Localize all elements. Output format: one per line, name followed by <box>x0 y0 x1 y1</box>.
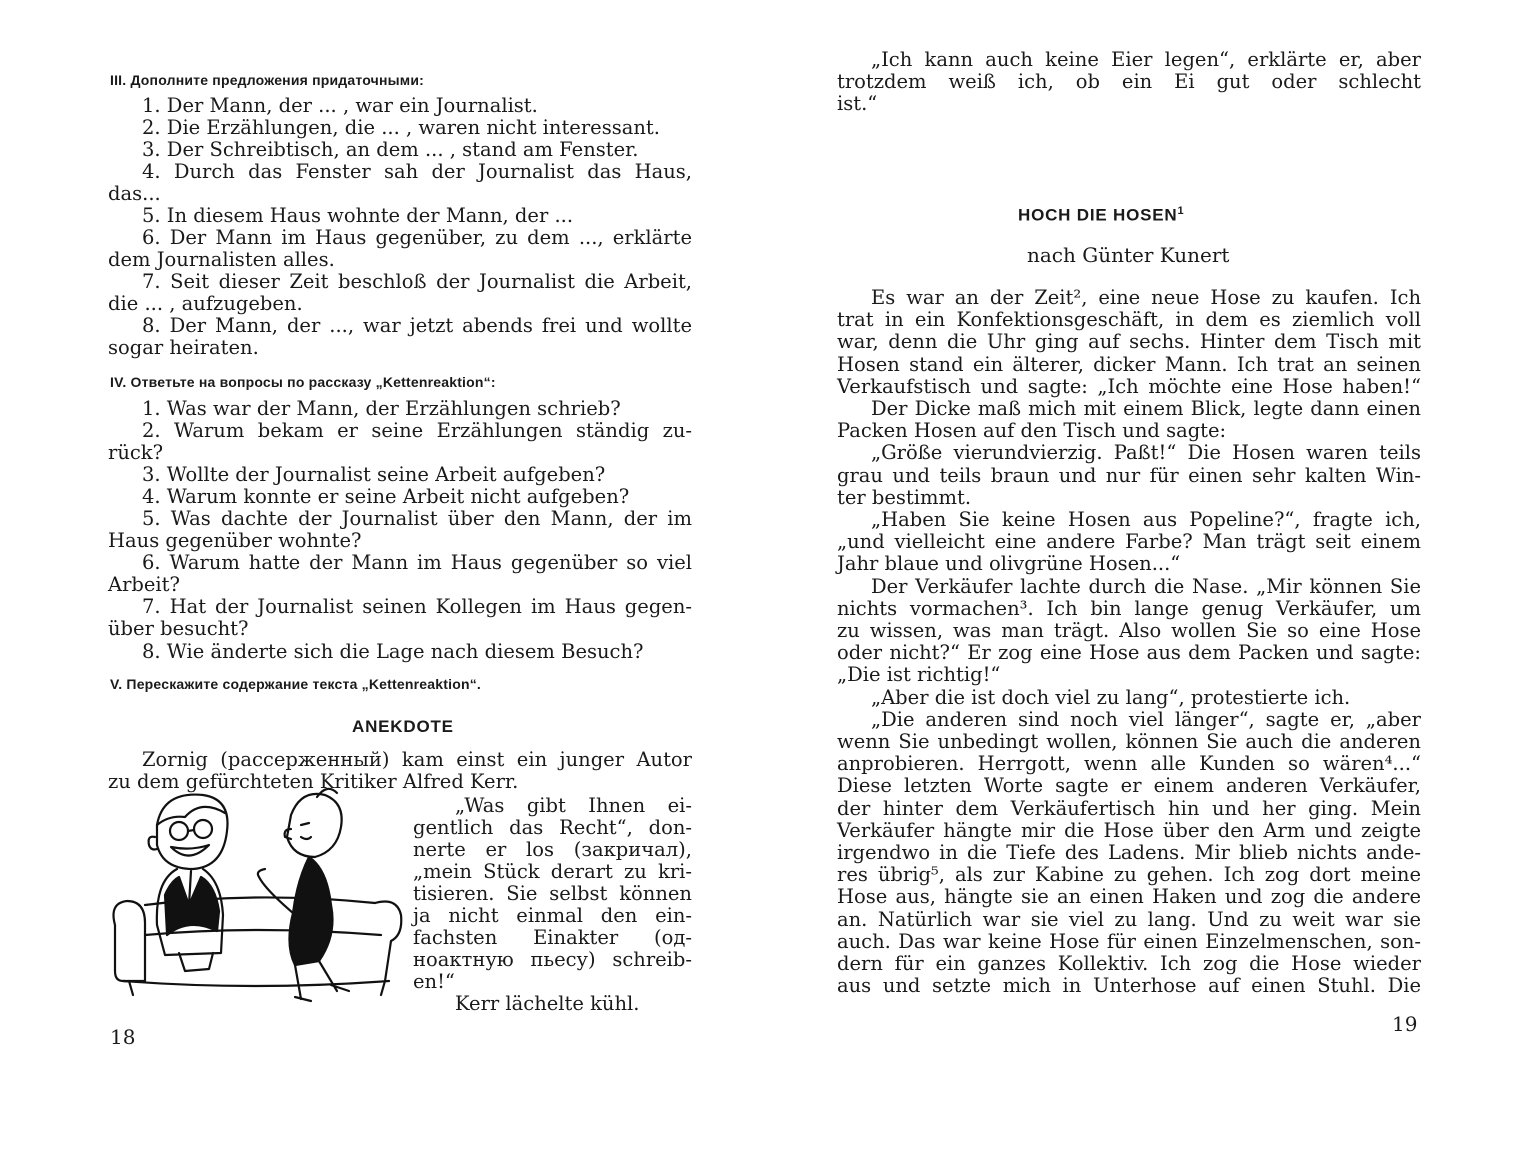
anekdote-quote-line: Kerr lächelte kühl. <box>455 992 640 1015</box>
ex3-line: das... <box>108 182 161 205</box>
ex3-line: 4. Durch das Fenster sah der Journalist das Haus, <box>142 160 692 183</box>
story-line: „Haben Sie keine Hosen aus Popeline?“, fragte ich, <box>871 508 1421 531</box>
anekdote-intro-line: zu dem gefürchteten Kritiker Alfred Kerr. <box>108 770 519 793</box>
anekdote-quote-line: en!“ <box>413 970 455 993</box>
story-line: nichts vormachen³. Ich bin lange genug Verkäufer, um <box>837 596 1421 620</box>
story-line: Packen Hosen auf den Tisch und sagte: <box>837 419 1227 443</box>
story-line: res übrig⁵, als zur Kabine zu gehen. Ich zog dort meine <box>837 863 1421 887</box>
ex3-line: sogar heiraten. <box>108 336 259 359</box>
story-line: Verkaufstisch und sagte: „Ich möchte eine Hose haben!“ <box>837 374 1421 398</box>
anekdote-quote-line: gentlich das Recht“, don- <box>413 816 692 839</box>
ex4-line: 5. Was dachte der Journalist über den Mann, der im <box>142 507 692 530</box>
story-line: Jahr blaue und olivgrüne Hosen...“ <box>837 552 1181 576</box>
ex3-line: die ... , aufzugeben. <box>108 292 303 315</box>
story-line: an. Natürlich war sie viel zu lang. Und zu weit war sie <box>837 907 1421 931</box>
ex4-line: Arbeit? <box>108 573 180 596</box>
story-line: dern für ein ganzes Kollektiv. Ich zog die Hose wieder <box>837 952 1421 975</box>
anekdote-quote-line: fachsten Einakter (од- <box>413 926 692 949</box>
ex4-line: Haus gegenüber wohnte? <box>108 529 362 552</box>
exercise-4-heading: IV. Ответьте на вопросы по рассказу „Kettenreaktion“: <box>110 374 496 390</box>
story-line: „Aber die ist doch viel zu lang“, protestierte ich. <box>871 685 1351 709</box>
story-title <box>1018 205 1184 226</box>
right-page <box>759 0 1518 1168</box>
story-title-footnote: 1 <box>1177 205 1185 217</box>
story-line: ter bestimmt. <box>837 485 972 509</box>
page-number-right: 19 <box>1392 1012 1418 1036</box>
story-line: Der Verkäufer lachte durch die Nase. „Mir können Sie <box>871 574 1421 598</box>
story-line: anprobieren. Herrgott, wenn alle Kunden so wären⁴...“ <box>837 752 1421 776</box>
story-line: Hosen stand ein älterer, dicker Mann. Ich trat an seinen <box>837 352 1421 376</box>
ex4-line: 7. Hat der Journalist seinen Kollegen im Haus gegen- <box>142 595 692 618</box>
anekdote-quote-line: ноактную пьесу) schreib- <box>413 948 692 971</box>
ex3-line: 1. Der Mann, der ... , war ein Journalist. <box>142 94 538 117</box>
exercise-5-heading: V. Перескажите содержание текста „Kettenreaktion“. <box>110 676 481 692</box>
story-line: Diese letzten Worte sagte er einem anderen Verkäufer, <box>837 774 1421 798</box>
story-line: „Die anderen sind noch viel länger“, sagte er, „aber <box>871 707 1421 731</box>
story-line: Verkäufer hängte mir die Hose über den Arm und zeigte <box>837 818 1421 842</box>
anekdote-quote-line: nerte er los (закричал), <box>413 838 692 861</box>
ex4-line: über besucht? <box>108 617 249 640</box>
ex4-line: 4. Warum konnte er seine Arbeit nicht aufgeben? <box>142 485 630 508</box>
ex3-line: 5. In diesem Haus wohnte der Mann, der ... <box>142 204 574 227</box>
story-line: grau und teils braun und nur für einen sehr kalten Win- <box>837 463 1421 487</box>
story-line: der hinter dem Verkäufertisch hin und her ging. Mein <box>837 796 1421 820</box>
ex3-line: 2. Die Erzählungen, die ... , waren nicht interessant. <box>142 116 660 139</box>
story-author: nach Günter Kunert <box>1027 243 1230 267</box>
ex3-line: 8. Der Mann, der ..., war jetzt abends frei und wollte <box>142 314 692 337</box>
anekdote-quote-line: ja nicht einmal den ein- <box>413 904 692 927</box>
ex3-line: dem Journalisten alles. <box>108 248 335 271</box>
anekdote-quote-line: „Was gibt Ihnen ei- <box>455 794 692 817</box>
story-line: Es war an der Zeit², eine neue Hose zu kaufen. Ich <box>871 286 1421 309</box>
story-line: oder nicht?“ Er zog eine Hose aus dem Packen und sagte: <box>837 641 1421 665</box>
page-number-left: 18 <box>110 1025 136 1049</box>
story-line: zu wissen, was man trägt. Also wollen Sie so eine Hose <box>837 619 1421 642</box>
exercise-3-heading: III. Дополните предложения придаточными: <box>110 72 425 88</box>
story-line: war, denn die Uhr ging auf sechs. Hinter dem Tisch mit <box>837 330 1421 354</box>
anekdote-title: ANEKDOTE <box>352 717 454 736</box>
story-line: Hose aus, hängte sie an einen Haken und zog die andere <box>837 885 1421 909</box>
story-line: aus und setzte mich in Unterhose auf einen Stuhl. Die <box>837 974 1421 998</box>
ex3-line: 7. Seit dieser Zeit beschloß der Journalist die Arbeit, <box>142 270 692 293</box>
top-line: ist.“ <box>837 92 878 115</box>
story-line: „Die ist richtig!“ <box>837 663 1001 687</box>
ex4-line: 6. Warum hatte der Mann im Haus gegenüber so viel <box>142 551 692 574</box>
anekdote-intro-line: Zornig (рассерженный) kam einst ein junger Autor <box>142 748 692 771</box>
top-line: trotzdem weiß ich, ob ein Ei gut oder schlecht <box>837 70 1421 93</box>
anekdote-quote-line: „mein Stück derart zu kri- <box>413 860 692 883</box>
story-line: auch. Das war keine Hose für einen Einzelmenschen, son- <box>837 929 1421 953</box>
story-title-text: HOCH DIE HOSEN <box>1018 205 1178 225</box>
story-line: „Größe vierundvierzig. Paßt!“ Die Hosen waren teils <box>871 441 1421 465</box>
anekdote-quote-line: tisieren. Sie selbst können <box>413 882 692 905</box>
cartoon-sofa-illustration <box>105 785 410 1025</box>
ex3-line: 6. Der Mann im Haus gegenüber, zu dem ..., erklärte <box>142 226 692 249</box>
story-line: wenn Sie unbedingt wollen, können Sie auch die anderen <box>837 730 1421 753</box>
ex4-line: 3. Wollte der Journalist seine Arbeit aufgeben? <box>142 463 606 486</box>
story-line: trat in ein Konfektionsgeschäft, in dem es ziemlich voll <box>837 308 1421 332</box>
ex4-line: 8. Wie änderte sich die Lage nach diesem Besuch? <box>142 640 644 663</box>
story-line: irgendwo in die Tiefe des Ladens. Mir blieb nichts ande- <box>837 841 1421 864</box>
story-line: Der Dicke maß mich mit einem Blick, legte dann einen <box>871 397 1421 420</box>
top-line: „Ich kann auch keine Eier legen“, erklärte er, aber <box>871 48 1421 71</box>
ex4-line: 1. Was war der Mann, der Erzählungen schrieb? <box>142 397 621 420</box>
ex4-line: 2. Warum bekam er seine Erzählungen ständig zu- <box>142 419 692 442</box>
story-line: „und vielleicht eine andere Farbe? Man trägt seit einem <box>837 530 1421 554</box>
ex4-line: rück? <box>108 441 164 464</box>
ex3-line: 3. Der Schreibtisch, an dem ... , stand am Fenster. <box>142 138 639 161</box>
